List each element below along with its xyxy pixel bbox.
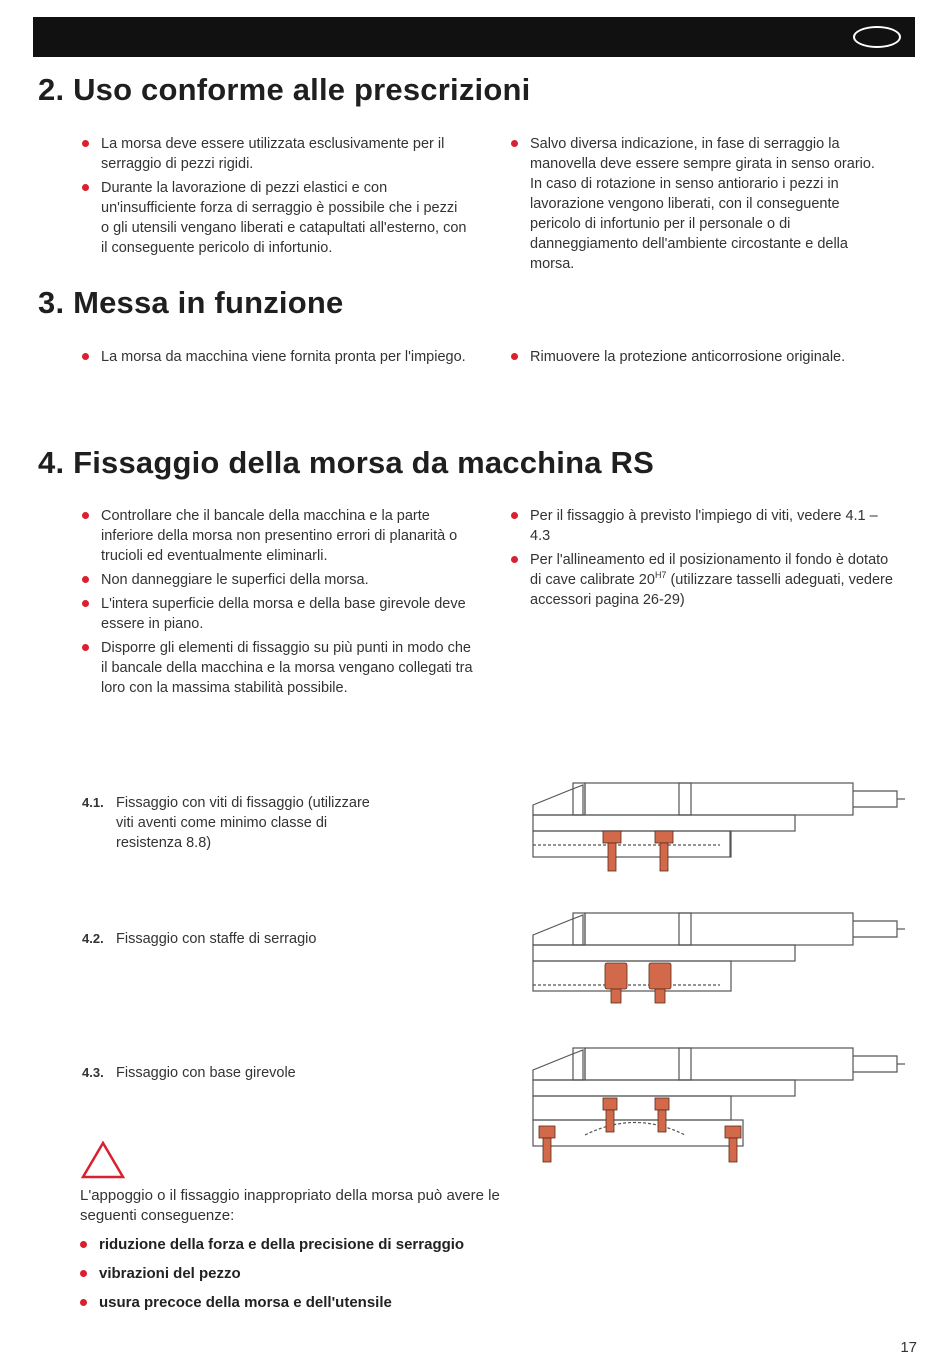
- bullet-item: Salvo diversa indicazione, in fase di serraggio la manovella deve essere sempre girata in senso orario. In caso di rotazione in senso antiorario i pezzi in lavorazione vengono liberati, con il conseguente pericolo di infortunio per il personale o di danneggiamento dell'ambiente circostante e della morsa.: [511, 134, 891, 274]
- section-2-left-column: [82, 134, 467, 262]
- figure-number: 4.2.: [82, 931, 104, 946]
- page-number: 17: [900, 1339, 917, 1356]
- section-2-right-column: [511, 134, 891, 278]
- header-bar: [33, 17, 915, 57]
- slot-text-end: (utilizzare tasselli adeguati, vedere accessori pagina 26-29): [530, 572, 893, 608]
- vise-diagram-swivel-base: [525, 1040, 910, 1170]
- vise-diagram-screws: [525, 775, 910, 875]
- section-2-title: 2. Uso conforme alle prescrizioni: [38, 72, 531, 107]
- bullet-item: Disporre gli elementi di fissaggio su più punti in modo che il bancale della macchina e la morsa vengano collegati tra loro con la massima stabilità possibile.: [82, 638, 477, 698]
- warning-item: usura precoce della morsa e dell'utensile: [80, 1293, 464, 1313]
- warning-item: riduzione della forza e della precisione di serraggio: [80, 1235, 464, 1255]
- figure-text: Fissaggio con base girevole: [116, 1065, 296, 1081]
- warning-list: [80, 1235, 464, 1322]
- bullet-item: Durante la lavorazione di pezzi elastici e con un'insufficiente forza di serraggio è possibile che i pezzi o gli utensili vengano liberati e catapultati all'esterno, con il conseguente pericolo di infortunio.: [82, 178, 467, 258]
- section-3-title: 3. Messa in funzione: [38, 285, 344, 320]
- bullet-item: La morsa deve essere utilizzata esclusivamente per il serraggio di pezzi rigidi.: [82, 134, 467, 174]
- figure-text: Fissaggio con staffe di serragio: [116, 931, 317, 947]
- bullet-item: Non danneggiare le superfici della morsa.: [82, 570, 477, 590]
- figure-number: 4.3.: [82, 1065, 104, 1080]
- bullet-item: [511, 550, 901, 610]
- section-4-right-column: [511, 506, 901, 614]
- slot-text: Per l'allineamento ed il posizionamento il fondo è dotato di cave calibrate 20: [530, 552, 889, 588]
- bullet-item: Controllare che il bancale della macchina e la parte inferiore della morsa non presentino errori di planarità o trucioli ed eventualmente eliminarli.: [82, 506, 477, 566]
- section-3-left-column: [82, 347, 467, 371]
- bullet-item: L'intera superficie della morsa e della base girevole deve essere in piano.: [82, 594, 477, 634]
- section-4-title: 4. Fissaggio della morsa da macchina RS: [38, 445, 654, 480]
- bullet-item: Per il fissaggio à previsto l'impiego di viti, vedere 4.1 – 4.3: [511, 506, 901, 546]
- tolerance-superscript: H7: [654, 570, 667, 581]
- language-oval-icon: [853, 26, 901, 48]
- section-3-right-column: [511, 347, 911, 371]
- figure-number: 4.1.: [82, 795, 104, 810]
- figure-text: Fissaggio con viti di fissaggio (utilizzare viti aventi come minimo classe di resistenza 8.8): [116, 795, 370, 851]
- warning-item: vibrazioni del pezzo: [80, 1264, 464, 1284]
- warning-triangle-icon: [80, 1140, 126, 1180]
- section-4-left-column: [82, 506, 477, 702]
- bullet-item: La morsa da macchina viene fornita pronta per l'impiego.: [82, 347, 467, 367]
- bullet-item: Rimuovere la protezione anticorrosione originale.: [511, 347, 911, 367]
- vise-diagram-clamps: [525, 905, 910, 1005]
- warning-intro: L'appoggio o il fissaggio inappropriato della morsa può avere le seguenti conseguenze:: [80, 1187, 500, 1224]
